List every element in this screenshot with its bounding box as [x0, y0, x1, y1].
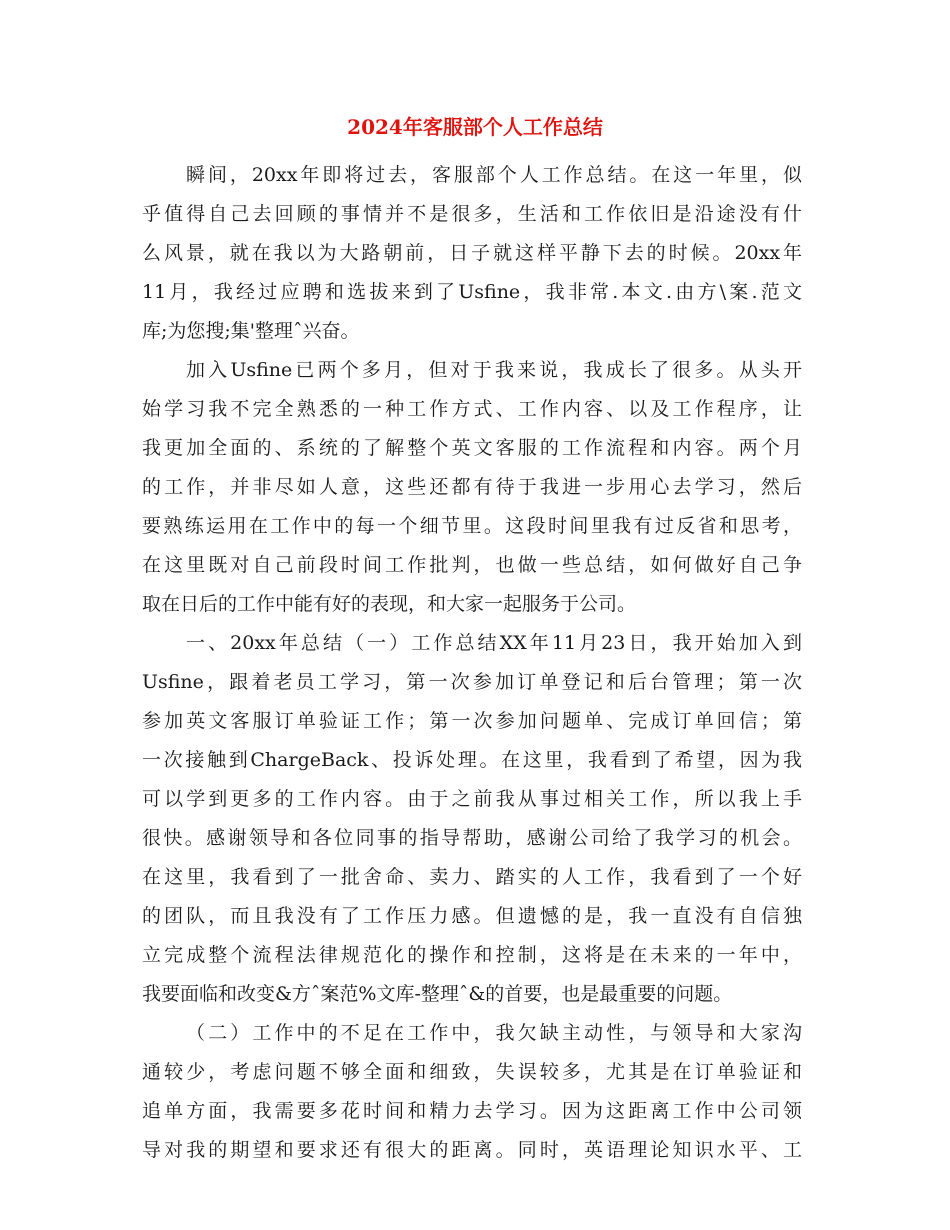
text-line: 在这里既对自己前段时间工作批判，也做一些总结，如何做好自己争	[142, 554, 802, 576]
text-line: 乎值得自己去回顾的事情并不是很多，生活和工作依旧是沿途没有什	[142, 203, 802, 225]
text-line: 通较少，考虑问题不够全面和细致，失误较多，尤其是在订单验证和	[142, 1061, 802, 1083]
text-line: 瞬间，20xx年即将过去，客服部个人工作总结。在这一年里，似	[186, 164, 802, 186]
text-line: 很快。感谢领导和各位同事的指导帮助，感谢公司给了我学习的机会。	[142, 827, 802, 849]
text-line: 取在日后的工作中能有好的表现，和大家一起服务于公司。	[142, 593, 637, 615]
text-line: 么风景，就在我以为大路朝前，日子就这样平静下去的时候。20xx年	[142, 242, 802, 264]
text-line: 追单方面，我需要多花时间和精力去学习。因为这距离工作中公司领	[142, 1100, 802, 1122]
text-line: 可以学到更多的工作内容。由于之前我从事过相关工作，所以我上手	[142, 788, 802, 810]
text-line: 库;为您搜;集'整理ˆ兴奋。	[142, 320, 360, 342]
text-line: 的工作，并非尽如人意，这些还都有待于我进一步用心去学习，然后	[142, 476, 802, 498]
text-line: 要熟练运用在工作中的每一个细节里。这段时间里我有过反省和思考，	[142, 515, 802, 537]
text-line: 加入Usfine已两个多月，但对于我来说，我成长了很多。从头开	[186, 359, 802, 381]
text-line: 11月，我经过应聘和选拔来到了Usfine，我非常.本文.由方\案.范文	[142, 281, 802, 303]
text-line: 立完成整个流程法律规范化的操作和控制，这将是在未来的一年中，	[142, 944, 802, 966]
text-line: 一、20xx年总结（一）工作总结XX年11月23日，我开始加入到	[186, 632, 802, 654]
document-title: 2024年客服部个人工作总结	[347, 115, 603, 139]
text-line: 始学习我不完全熟悉的一种工作方式、工作内容、以及工作程序，让	[142, 398, 802, 420]
text-line: 一次接触到ChargeBack、投诉处理。在这里，我看到了希望，因为我	[142, 749, 802, 771]
text-line: 导对我的期望和要求还有很大的距离。同时，英语理论知识水平、工	[142, 1139, 802, 1161]
text-line: 我要面临和改变&方ˆ案范%文库-整理ˆ&的首要，也是最重要的问题。	[142, 983, 733, 1005]
text-line: 参加英文客服订单验证工作；第一次参加问题单、完成订单回信；第	[142, 710, 802, 732]
text-line: Usfine，跟着老员工学习，第一次参加订单登记和后台管理；第一次	[142, 671, 802, 693]
text-line: 我更加全面的、系统的了解整个英文客服的工作流程和内容。两个月	[142, 437, 802, 459]
text-line: （二）工作中的不足在工作中，我欠缺主动性，与领导和大家沟	[186, 1022, 802, 1044]
text-line: 在这里，我看到了一批舍命、卖力、踏实的人工作，我看到了一个好	[142, 866, 802, 888]
text-line: 的团队，而且我没有了工作压力感。但遗憾的是，我一直没有自信独	[142, 905, 802, 927]
